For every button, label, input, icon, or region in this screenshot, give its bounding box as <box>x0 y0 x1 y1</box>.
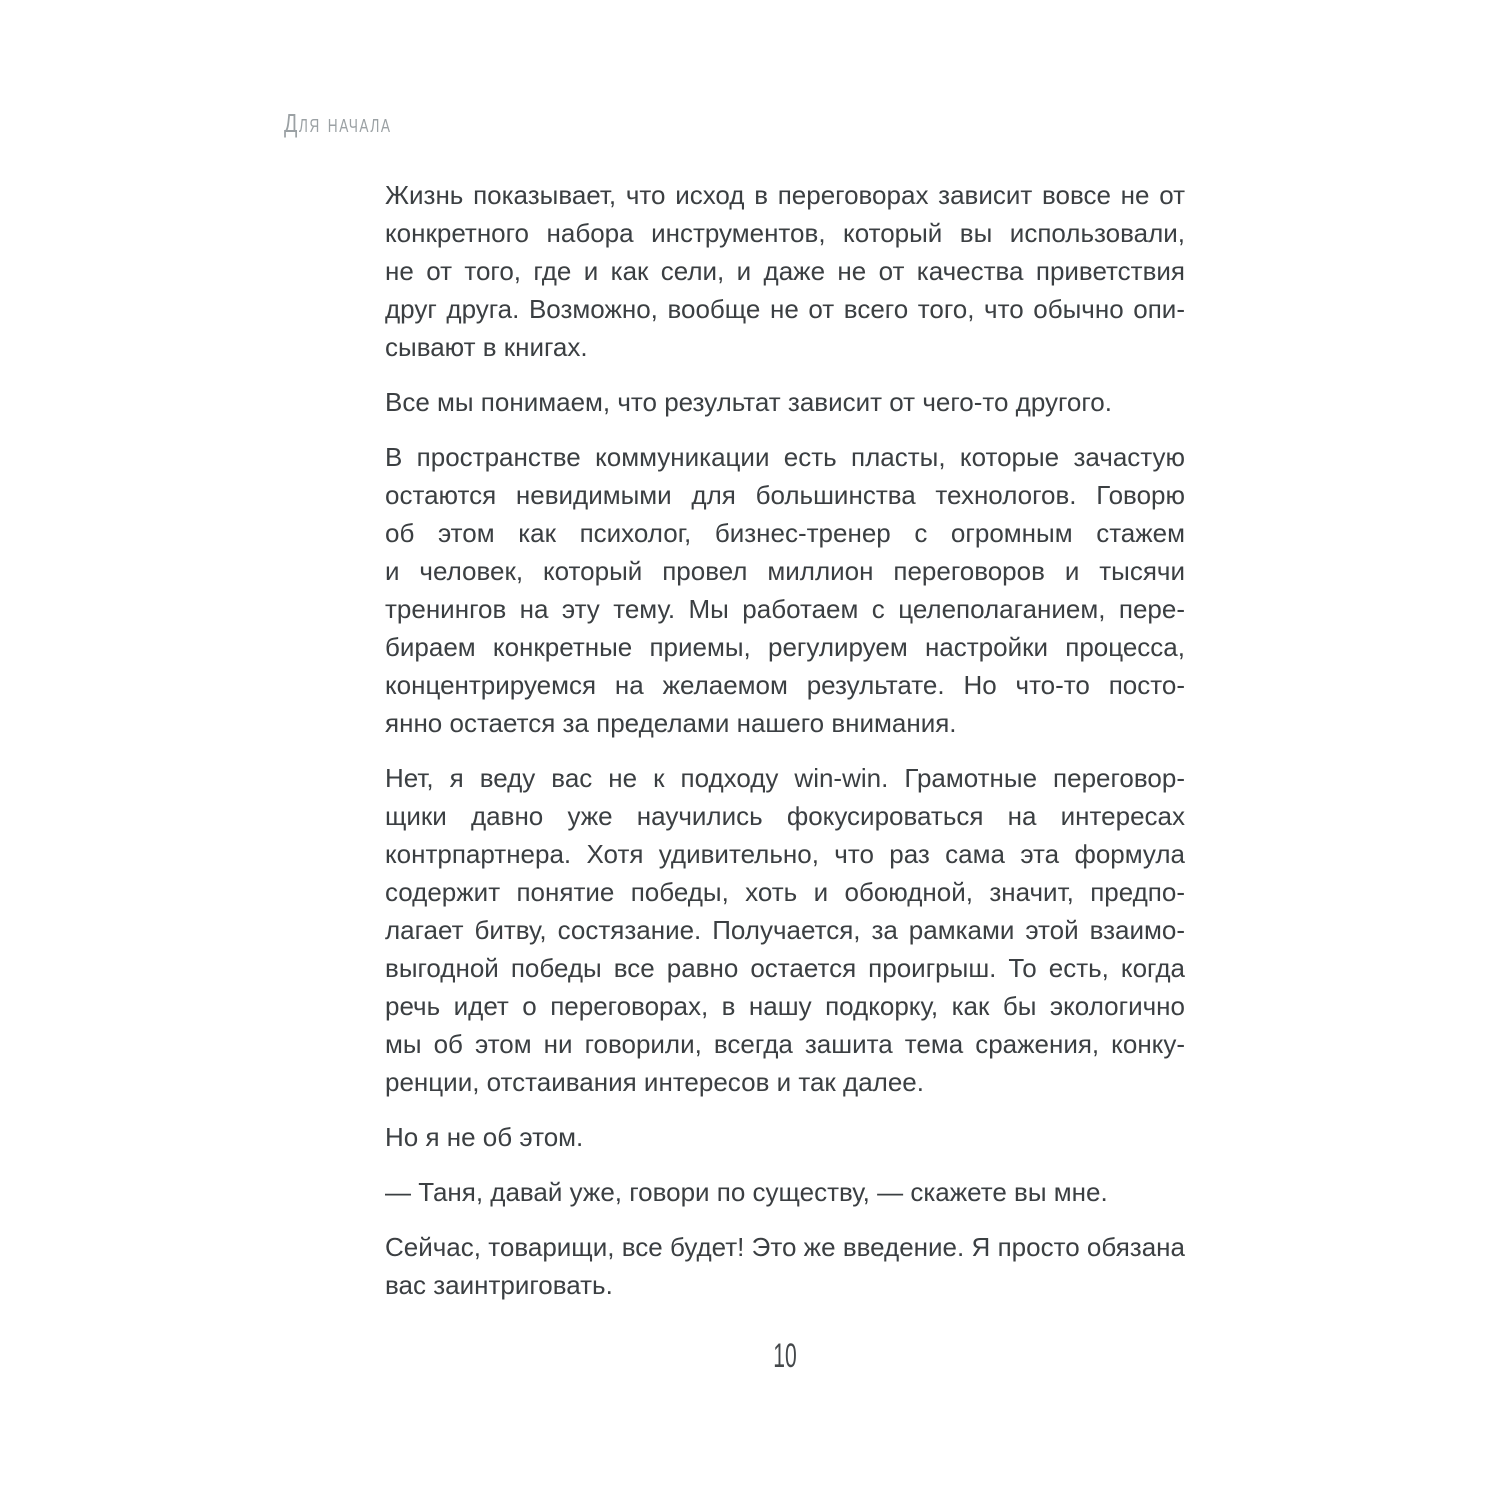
text-line: вас заинтриговать. <box>385 1270 613 1300</box>
text-line: контрпартнера. Хотя удивительно, что раз сама эта формула <box>385 839 1185 869</box>
text-line: Нет, я веду вас не к подходу win-win. Грамотные переговор- <box>385 763 1185 793</box>
text-line: остаются невидимыми для большинства технологов. Говорю <box>385 480 1185 510</box>
text-line: мы об этом ни говорили, всегда зашита тема сражения, конку- <box>385 1029 1185 1059</box>
paragraph <box>385 1173 1185 1211</box>
text-line: конкретного набора инструментов, который вы использовали, <box>385 218 1185 248</box>
text-line: Жизнь показывает, что исход в переговорах зависит вовсе не от <box>385 180 1185 210</box>
paragraph <box>385 438 1185 742</box>
text-line: лагает битву, состязание. Получается, за рамками этой взаимо- <box>385 915 1185 945</box>
text-line: речь идет о переговорах, в нашу подкорку, как бы экологично <box>385 991 1185 1021</box>
text-line: концентрируемся на желаемом результате. Но что-то посто- <box>385 670 1185 700</box>
paragraph <box>385 1118 1185 1156</box>
text-line: не от того, где и как сели, и даже не от качества приветствия <box>385 256 1185 286</box>
text-line: сывают в книгах. <box>385 332 588 362</box>
text-line: Но я не об этом. <box>385 1122 584 1152</box>
running-header: Для начала <box>284 108 392 138</box>
paragraph <box>385 176 1185 366</box>
paragraph <box>385 383 1185 421</box>
text-line: ренции, отстаивания интересов и так далее. <box>385 1067 924 1097</box>
text-line: В пространстве коммуникации есть пласты, которые зачастую <box>385 442 1185 472</box>
text-line: Все мы понимаем, что результат зависит от чего-то другого. <box>385 387 1112 417</box>
paragraph <box>385 1228 1185 1304</box>
text-line: Сейчас, товарищи, все будет! Это же введение. Я просто обязана <box>385 1232 1185 1262</box>
text-line: щики давно уже научились фокусироваться на интересах <box>385 801 1185 831</box>
text-line: бираем конкретные приемы, регулируем настройки процесса, <box>385 632 1185 662</box>
text-line: янно остается за пределами нашего внимания. <box>385 708 957 738</box>
text-line: выгодной победы все равно остается проигрыш. То есть, когда <box>385 953 1185 983</box>
text-line: — Таня, давай уже, говори по существу, — скажете вы мне. <box>385 1177 1108 1207</box>
text-line: об этом как психолог, бизнес-тренер с огромным стажем <box>385 518 1185 548</box>
text-line: и человек, который провел миллион переговоров и тысячи <box>385 556 1185 586</box>
page-number: 10 <box>773 1337 797 1375</box>
text-line: друг друга. Возможно, вообще не от всего того, что обычно опи- <box>385 294 1185 324</box>
paragraph <box>385 759 1185 1101</box>
body-text <box>385 176 1185 1321</box>
text-line: тренингов на эту тему. Мы работаем с целеполаганием, пере- <box>385 594 1185 624</box>
text-line: содержит понятие победы, хоть и обоюдной, значит, предпо- <box>385 877 1185 907</box>
